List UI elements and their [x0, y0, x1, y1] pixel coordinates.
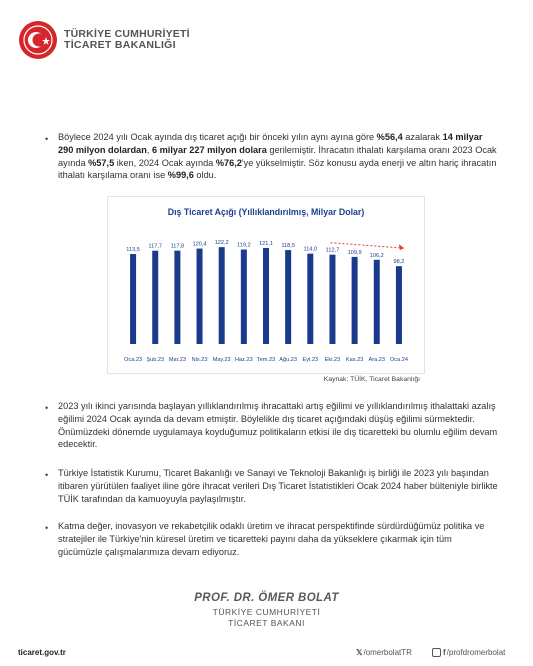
trend-arrow-line: [330, 243, 403, 248]
para1-bold: %99,6: [167, 170, 194, 181]
para1-text: azalarak: [402, 132, 443, 142]
signature-name: PROF. DR. ÖMER BOLAT: [194, 592, 339, 604]
para1-text: Böylece 2024 yılı Ocak ayında dış ticaret açığı bir önceki yılın aynı ayına göre: [58, 132, 377, 142]
chart-bar: [396, 266, 402, 344]
bullet-2: •: [45, 403, 49, 413]
bar-value-label: 114,0: [303, 246, 318, 253]
chart-bar: [197, 249, 203, 344]
x-tick-label: Oca.23: [124, 357, 143, 363]
ig-fb-handle: /profdromerbolat: [446, 648, 506, 657]
signature-title-line2: TİCARET BAKANI: [228, 618, 305, 628]
x-tick-label: Şub.23: [146, 357, 165, 363]
trend-arrow-head: [399, 244, 404, 250]
chart-bar: [152, 251, 158, 344]
para1-text: 'ye yükselmiştir. Söz konusu ayda enerji ve altın hariç ihracatın ithalatı karşılama oranı ise: [58, 157, 497, 181]
website-text: ticaret.gov.tr: [18, 648, 66, 657]
x-social-link[interactable]: [356, 648, 412, 657]
ministry-name: [64, 29, 190, 51]
chart-bar: [174, 251, 180, 344]
para1-text: iken, 2024 Ocak ayında: [114, 157, 216, 168]
para1-text: gerilemiştir. İhracatın ithalatı karşılama oranı 2023 Ocak ayında: [58, 144, 497, 168]
bar-value-label: 112,7: [325, 247, 340, 254]
bullet-3: •: [45, 470, 49, 480]
paragraph-policy: Katma değer, inovasyon ve rekabetçilik odaklı üretim ve ihracat perspektifinde sürdürdüğümüz politika ve stratejiler ile Türkiye'nin küresel üretim ve ticaretteki payını daha da yükseklere çıkarmak için tüm gücümüzle çalışmalarımıza devam ediyoruz.: [58, 521, 485, 557]
x-tick-label: Nis.23: [191, 357, 208, 363]
x-icon: 𝕏: [356, 648, 363, 657]
para1-bold: %56,4: [376, 132, 403, 142]
x-tick-label: Eyl.23: [302, 357, 319, 363]
chart-bar: [307, 254, 313, 344]
facebook-icon: f: [443, 648, 446, 657]
chart-bar: [374, 260, 380, 344]
bar-value-label: 113,5: [126, 247, 140, 254]
signature-title-line1: TÜRKİYE CUMHURİYETİ: [212, 607, 321, 617]
bar-value-label: 106,2: [369, 252, 384, 259]
bar-value-label: 120,4: [192, 241, 207, 248]
bar-value-label: 117,7: [148, 243, 163, 250]
chart-bar: [219, 247, 225, 344]
bar-value-label: 117,8: [170, 243, 185, 250]
bar-value-label: 121,1: [259, 241, 273, 248]
paragraph-tuik: Türkiye İstatistik Kurumu, Ticaret Bakanlığı ve Sanayi ve Teknoloji Bakanlığı iş birliği ile 2023 yılı başından itibaren yürütülen faaliyet iline göre ihracat verileri Dış Ticaret İstatistikleri Ocak 2024 haber bülteniyle birlikte TÜİK tarafından da kamuoyuyla paylaşılmıştır.: [58, 468, 498, 504]
x-tick-label: Kas.23: [345, 357, 364, 363]
para1-bold: %57,5: [88, 157, 115, 168]
para1-text: oldu.: [193, 170, 217, 181]
bar-value-label: 122,2: [214, 240, 229, 247]
x-handle: /omerbolatTR: [363, 648, 412, 657]
ministry-name-line1: TÜRKİYE CUMHURİYETİ: [64, 27, 190, 40]
chart-bar: [285, 250, 291, 344]
bar-value-label: 118,5: [281, 243, 295, 250]
para1-bold: 14 milyar 290 milyon dolardan: [58, 132, 483, 155]
para1-bold: %76,2: [215, 157, 242, 168]
paragraph-trade-deficit: [58, 131, 498, 182]
bar-value-label: 109,9: [347, 249, 362, 256]
x-tick-label: Oca.24: [389, 357, 408, 363]
x-tick-label: Eki.23: [324, 357, 341, 363]
x-tick-label: May.23: [212, 357, 231, 363]
x-tick-label: Mar.23: [168, 357, 186, 363]
bar-value-label: 119,2: [237, 242, 251, 249]
paragraph-trend: 2023 yılı ikinci yarısında başlayan yıllıklandırılmış ihracattaki artış eğilimi ve yıllıklandırılmış ithalattaki azalış eğilimi 2024 Ocak ayında da devam etmiştir. Böylelikle dış ticaret açığındaki düşüş eğilimi sürmektedir. Önümüzdeki dönemde uygulamaya koyduğumuz politikaların etkisi ile dış ticaretteki bu olumlu eğilim devam edecektir.: [58, 401, 498, 450]
bullet-1: •: [45, 134, 49, 144]
instagram-icon: [432, 648, 441, 657]
ministry-name-line2: TİCARET BAKANLIĞI: [64, 39, 176, 51]
para1-bold: 6 milyar 227 milyon dolara: [151, 144, 267, 155]
x-tick-label: Tem.23: [256, 357, 276, 363]
para1-text: ,: [146, 144, 152, 155]
ministry-logo-icon: [18, 20, 58, 60]
bullet-4: •: [45, 523, 49, 533]
chart-plot: [108, 197, 424, 373]
trade-deficit-chart: [107, 196, 425, 374]
website-link[interactable]: [18, 648, 66, 657]
chart-bar: [263, 248, 269, 344]
x-tick-label: Haz.23: [234, 357, 253, 363]
instagram-facebook-link[interactable]: [432, 648, 505, 657]
x-tick-label: Ağu.23: [279, 357, 298, 363]
x-tick-label: Ara.23: [368, 357, 386, 363]
chart-title: Dış Ticaret Açığı (Yıllıklandırılmış, Milyar Dolar): [167, 207, 365, 217]
chart-bar: [352, 257, 358, 344]
chart-source: Kaynak: TÜİK, Ticaret Bakanlığı: [323, 376, 420, 383]
bar-value-label: 98,2: [393, 259, 405, 266]
chart-bar: [130, 254, 136, 344]
chart-bar: [329, 255, 335, 344]
chart-bar: [241, 250, 247, 344]
ministry-header: [18, 20, 190, 60]
